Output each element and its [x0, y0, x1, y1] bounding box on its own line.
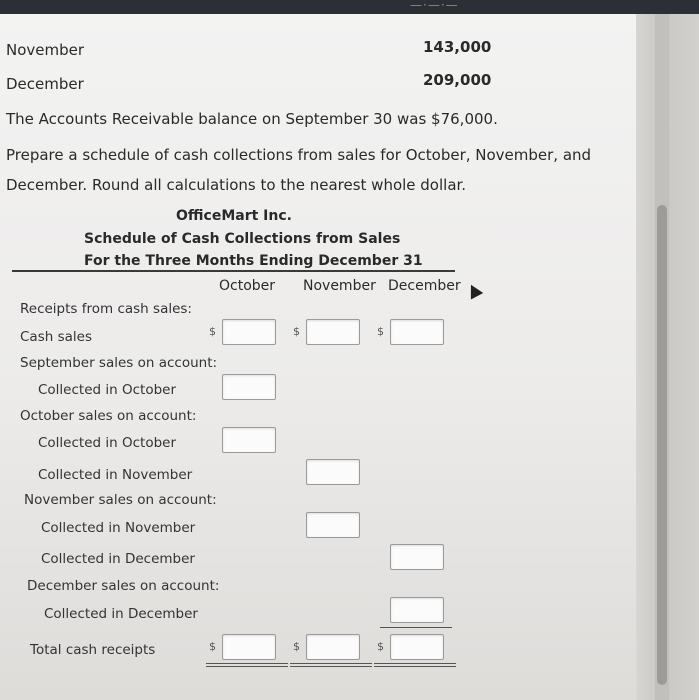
november-label: November — [6, 41, 85, 59]
input-nov-collected-nov[interactable] — [306, 512, 360, 538]
input-cash-sales-oct[interactable] — [222, 319, 276, 345]
row-label-total-cash-receipts: Total cash receipts — [30, 642, 156, 658]
scrollbar-thumb[interactable] — [657, 205, 667, 685]
row-label-cash-sales: Cash sales — [20, 329, 92, 345]
total-double-rule-dec-1 — [374, 663, 456, 664]
input-total-oct[interactable] — [222, 634, 276, 660]
dollar-sign-oct: $ — [209, 325, 216, 338]
dollar-sign-total-dec: $ — [377, 640, 384, 653]
column-header-november: November — [303, 278, 376, 294]
row-label-nov-collected-nov: Collected in November — [41, 520, 196, 536]
input-cash-sales-nov[interactable] — [306, 319, 360, 345]
schedule-period: For the Three Months Ending December 31 — [84, 253, 423, 269]
total-double-rule-oct-1 — [206, 663, 288, 664]
cut-off-value: —·—·— — [410, 0, 459, 12]
row-label-sep-collected-oct: Collected in October — [38, 382, 176, 398]
input-total-nov[interactable] — [306, 634, 360, 660]
input-nov-collected-dec[interactable] — [390, 544, 444, 570]
input-sep-collected-oct[interactable] — [222, 374, 276, 400]
input-oct-collected-oct[interactable] — [222, 427, 276, 453]
row-label-november-sales: November sales on account: — [24, 492, 217, 508]
dollar-sign-nov: $ — [293, 325, 300, 338]
row-label-nov-collected-dec: Collected in December — [41, 551, 195, 567]
company-name: OfficeMart Inc. — [176, 208, 292, 224]
dollar-sign-total-nov: $ — [293, 640, 300, 653]
december-label: December — [6, 75, 84, 93]
row-label-december-sales: December sales on account: — [27, 578, 220, 594]
dollar-sign-dec: $ — [377, 325, 384, 338]
row-label-oct-collected-oct: Collected in October — [38, 435, 176, 451]
column-header-october: October — [219, 278, 276, 294]
row-label-dec-collected-dec: Collected in December — [44, 606, 198, 622]
total-double-rule-nov-2 — [290, 666, 372, 667]
input-total-dec[interactable] — [390, 634, 444, 660]
total-double-rule-dec-2 — [374, 666, 456, 667]
header-rule — [12, 270, 455, 272]
input-dec-collected-dec[interactable] — [390, 597, 444, 623]
total-double-rule-nov-1 — [290, 663, 372, 664]
november-value: 143,000 — [423, 38, 492, 56]
ar-balance-sentence: The Accounts Receivable balance on September 30 was $76,000. — [6, 110, 498, 128]
column-header-december: December — [388, 278, 461, 294]
row-label-october-sales: October sales on account: — [20, 408, 197, 424]
instruction-line-1: Prepare a schedule of cash collections from sales for October, November, and — [6, 146, 592, 164]
input-cash-sales-dec[interactable] — [390, 319, 444, 345]
subtotal-rule-dec — [380, 627, 452, 628]
dollar-sign-total-oct: $ — [209, 640, 216, 653]
input-oct-collected-nov[interactable] — [306, 459, 360, 485]
instruction-line-2: December. Round all calculations to the nearest whole dollar. — [6, 176, 467, 194]
row-label-oct-collected-nov: Collected in November — [38, 467, 193, 483]
row-label-receipts-cash-sales: Receipts from cash sales: — [20, 301, 192, 317]
window-top-bar — [0, 0, 699, 14]
december-value: 209,000 — [423, 71, 492, 89]
row-label-september-sales: September sales on account: — [20, 355, 218, 371]
schedule-title: Schedule of Cash Collections from Sales — [84, 231, 401, 247]
total-double-rule-oct-2 — [206, 666, 288, 667]
